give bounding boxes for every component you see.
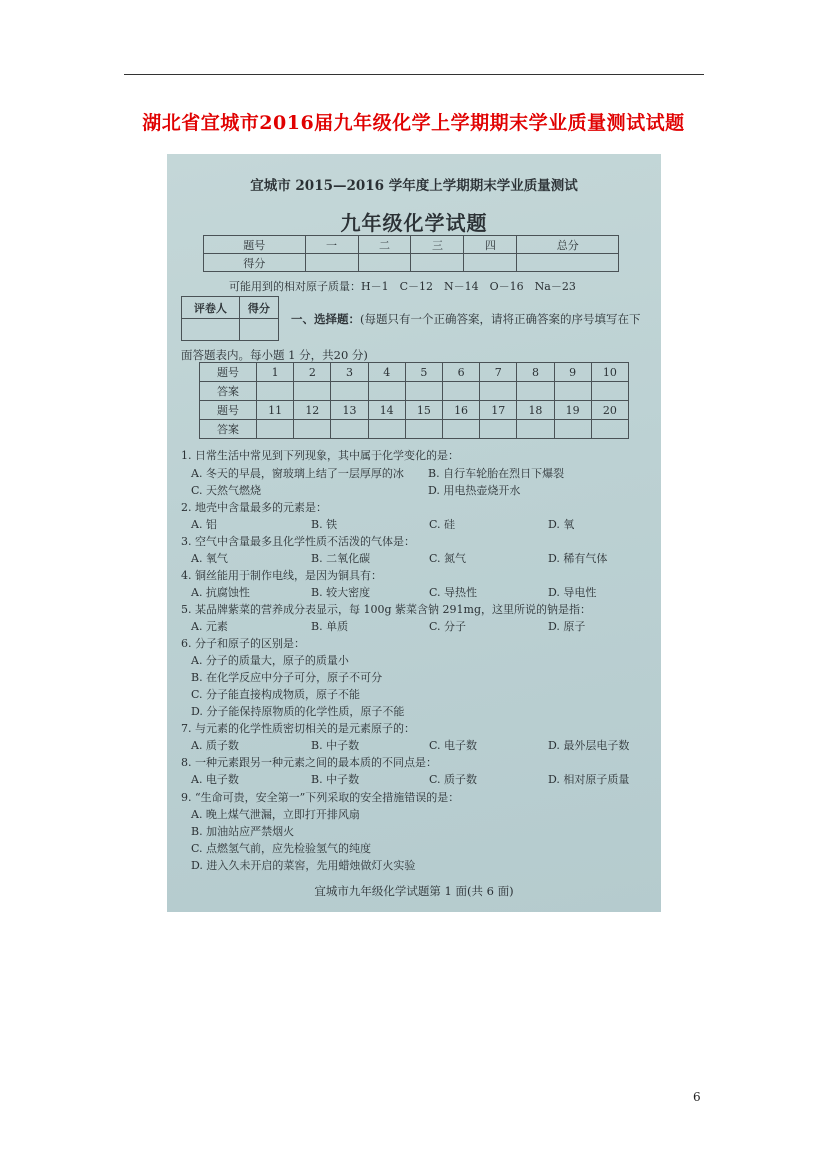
question-option: C. 硅	[429, 518, 456, 531]
score-cell	[411, 254, 464, 272]
question-number-cell: 3	[331, 363, 368, 382]
score-cell	[358, 254, 411, 272]
question-option: D. 用电热壶烧开水	[428, 484, 521, 497]
question-option: A. 抗腐蚀性	[191, 586, 250, 599]
grader-table	[181, 296, 279, 341]
question-option: D. 进入久未开启的菜窖，先用蜡烛做灯火实验	[191, 859, 416, 872]
question-option: A. 氧气	[191, 552, 228, 565]
question-number-cell: 19	[554, 401, 591, 420]
question-stem: 3. 空气中含量最多且化学性质不活泼的气体是：	[181, 535, 415, 548]
section-heading: 一、选择题：	[291, 312, 360, 326]
question-number-cell: 13	[331, 401, 368, 420]
question-option: C. 分子	[429, 620, 467, 633]
question-stem: 9. “生命可贵，安全第一”下列采取的安全措施错误的是：	[181, 791, 460, 804]
question-number-cell: 15	[405, 401, 442, 420]
question-stem: 1. 日常生活中常见到下列现象，其中属于化学变化的是：	[181, 449, 459, 462]
question-option: A. 电子数	[191, 773, 239, 786]
section-instructions	[291, 311, 640, 327]
score-table	[203, 235, 619, 272]
page-number: 6	[693, 1090, 701, 1104]
question-stem: 5. 某品牌紫菜的营养成分表显示，每 100g 紫菜含钠 291mg，这里所说的钠是指：	[181, 603, 591, 616]
question-number-cell: 16	[442, 401, 479, 420]
answer-row-label: 答案	[200, 420, 257, 439]
answer-row-label: 答案	[200, 382, 257, 401]
question-stem: 2. 地壳中含量最多的元素是：	[181, 501, 327, 514]
section-note: (每题只有一个正确答案，请将正确答案的序号填写在下	[360, 312, 641, 326]
question-option: B. 自行车轮胎在烈日下爆裂	[428, 467, 565, 480]
exam-page-footer: 宜城市九年级化学试题第 1 面(共 6 面)	[314, 884, 514, 898]
score-table-score-row	[204, 254, 619, 272]
question-stem: 6. 分子和原子的区别是：	[181, 637, 305, 650]
answer-cell	[294, 382, 331, 401]
answer-cell	[517, 420, 554, 439]
score-label-cell: 得分	[204, 254, 306, 272]
question-option: B. 较大密度	[311, 586, 371, 599]
question-option: C. 天然气燃烧	[191, 484, 262, 497]
question-option: C. 导热性	[429, 586, 478, 599]
answer-cell	[257, 382, 294, 401]
question-number-cell: 12	[294, 401, 331, 420]
exam-subtitle: 九年级化学试题	[340, 211, 488, 235]
score-header-cell: 题号	[204, 236, 306, 254]
question-number-cell: 14	[368, 401, 405, 420]
question-option: A. 分子的质量大，原子的质量小	[191, 654, 349, 667]
answer-cell	[480, 420, 517, 439]
question-option: A. 质子数	[191, 739, 239, 752]
answer-cell	[257, 420, 294, 439]
question-number-cell: 7	[480, 363, 517, 382]
question-stem: 4. 铜丝能用于制作电线，是因为铜具有：	[181, 569, 382, 582]
answer-cell	[368, 420, 405, 439]
answer-cell	[331, 382, 368, 401]
question-option: D. 氧	[548, 518, 575, 531]
score-cell	[464, 254, 517, 272]
question-number-cell: 10	[591, 363, 628, 382]
answer-table	[199, 362, 629, 439]
question-number-cell: 20	[591, 401, 628, 420]
question-number-cell: 17	[480, 401, 517, 420]
question-option: D. 分子能保持原物质的化学性质，原子不能	[191, 705, 405, 718]
question-option: C. 质子数	[429, 773, 478, 786]
question-number-cell: 9	[554, 363, 591, 382]
question-option: A. 冬天的早晨，窗玻璃上结了一层厚厚的冰	[191, 467, 404, 480]
answer-cell	[331, 420, 368, 439]
answer-cell	[517, 382, 554, 401]
question-option: B. 单质	[311, 620, 349, 633]
answer-number-row	[200, 401, 629, 420]
question-number-cell: 6	[442, 363, 479, 382]
score-header-cell: 总分	[517, 236, 619, 254]
answer-row	[200, 382, 629, 401]
answer-row-label: 题号	[200, 401, 257, 420]
grader-score-cell	[239, 319, 278, 341]
header-rule	[124, 74, 704, 75]
exam-paper-photo	[167, 154, 661, 912]
answer-cell	[442, 382, 479, 401]
question-option: D. 稀有气体	[548, 552, 608, 565]
score-header-cell: 四	[464, 236, 517, 254]
score-header-cell: 三	[411, 236, 464, 254]
question-option: D. 最外层电子数	[548, 739, 630, 752]
answer-cell	[480, 382, 517, 401]
question-option: D. 相对原子质量	[548, 773, 630, 786]
answer-cell	[554, 420, 591, 439]
question-stem: 7. 与元素的化学性质密切相关的是元素原子的：	[181, 722, 415, 735]
score-header-cell: 一	[305, 236, 358, 254]
answer-number-row	[200, 363, 629, 382]
answer-row	[200, 420, 629, 439]
question-number-cell: 4	[368, 363, 405, 382]
grader-label: 评卷人	[182, 297, 240, 319]
answer-cell	[591, 420, 628, 439]
answer-cell	[442, 420, 479, 439]
question-number-cell: 2	[294, 363, 331, 382]
grader-score-label: 得分	[239, 297, 278, 319]
answer-cell	[591, 382, 628, 401]
question-option: B. 加油站应严禁烟火	[191, 825, 295, 838]
question-number-cell: 8	[517, 363, 554, 382]
atomic-mass-line: 可能用到的相对原子质量：H－1 C－12 N－14 O－16 Na－23	[229, 280, 576, 293]
score-header-cell: 二	[358, 236, 411, 254]
question-number-cell: 1	[257, 363, 294, 382]
section-note-continued: 面答题表内。每小题 1 分，共20 分)	[181, 348, 368, 362]
question-number-cell: 11	[257, 401, 294, 420]
answer-cell	[554, 382, 591, 401]
answer-cell	[368, 382, 405, 401]
question-option: D. 原子	[548, 620, 586, 633]
grader-cell	[182, 319, 240, 341]
question-option: B. 二氧化碳	[311, 552, 371, 565]
question-number-cell: 18	[517, 401, 554, 420]
question-option: A. 元素	[191, 620, 228, 633]
question-option: B. 在化学反应中分子可分，原子不可分	[191, 671, 383, 684]
exam-title: 宜城市 2015—2016 学年度上学期期末学业质量测试	[250, 178, 578, 194]
question-option: A. 晚上煤气泄漏，立即打开排风扇	[191, 808, 360, 821]
question-option: C. 氮气	[429, 552, 467, 565]
question-option: B. 中子数	[311, 739, 360, 752]
question-option: B. 中子数	[311, 773, 360, 786]
answer-row-label: 题号	[200, 363, 257, 382]
question-option: D. 导电性	[548, 586, 597, 599]
question-stem: 8. 一种元素跟另一种元素之间的最本质的不同点是：	[181, 756, 437, 769]
question-option: A. 铝	[191, 518, 217, 531]
question-option: C. 分子能直接构成物质，原子不能	[191, 688, 361, 701]
question-option: C. 点燃氢气前，应先检验氢气的纯度	[191, 842, 372, 855]
question-option: B. 铁	[311, 518, 338, 531]
answer-cell	[294, 420, 331, 439]
answer-cell	[405, 420, 442, 439]
question-option: C. 电子数	[429, 739, 478, 752]
score-table-header-row	[204, 236, 619, 254]
score-cell	[517, 254, 619, 272]
document-title: 湖北省宜城市2016届九年级化学上学期期末学业质量测试试题	[142, 112, 685, 134]
score-cell	[305, 254, 358, 272]
question-number-cell: 5	[405, 363, 442, 382]
answer-cell	[405, 382, 442, 401]
